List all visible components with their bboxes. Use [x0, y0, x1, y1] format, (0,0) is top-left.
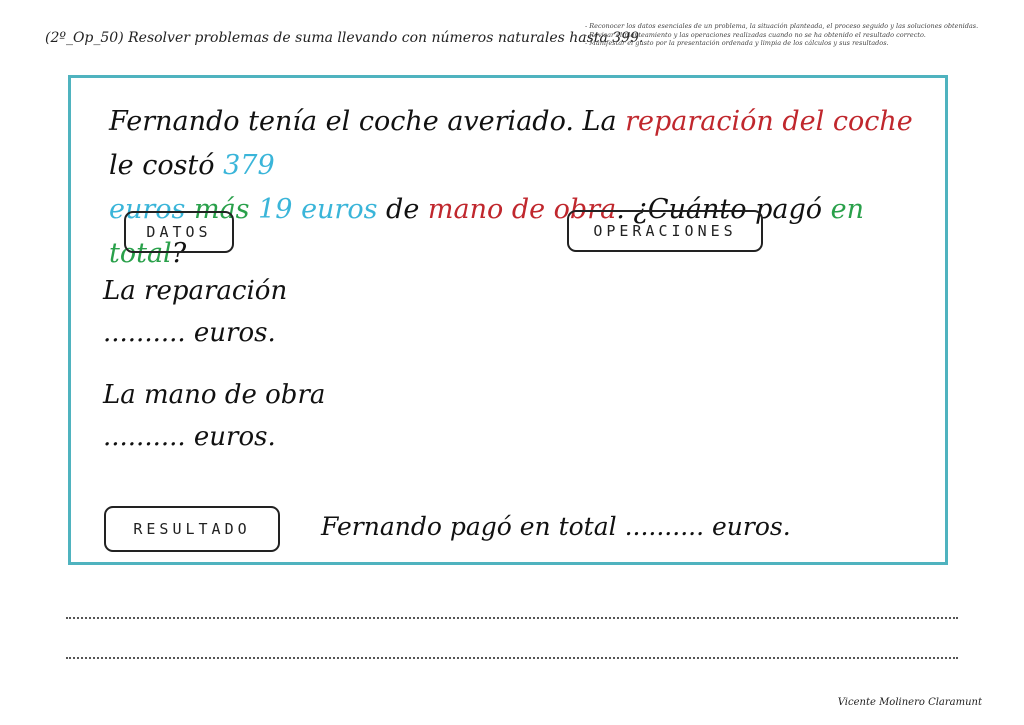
data-labor-blank: .......... euros. [103, 422, 276, 452]
statement-text: le costó [109, 150, 224, 181]
highlight-mas: más [185, 194, 259, 225]
resultado-label: RESULTADO [104, 506, 280, 552]
highlight-total: en total [109, 194, 864, 269]
highlight-euros: euros [109, 194, 186, 225]
highlight-amount-19: 19 euros [258, 194, 378, 225]
problem-card [68, 75, 948, 565]
statement-text: ? [171, 238, 187, 269]
data-labor-label: La mano de obra [103, 380, 326, 410]
highlight-repair: reparación del coche [625, 106, 913, 137]
objective-item: - Revisar el planteamiento y las operaciones realizadas cuando no se ha obtenido el resultado correcto. [585, 30, 926, 39]
data-repair-blank: .......... euros. [103, 318, 276, 348]
datos-label: DATOS [124, 211, 234, 253]
statement-text: Fernando tenía el coche averiado. La [109, 106, 626, 137]
answer-line [66, 657, 958, 659]
data-repair-label: La reparación [103, 276, 288, 306]
result-sentence: Fernando pagó en total .......... euros. [321, 512, 791, 541]
statement-text: de [377, 194, 428, 225]
objectives-list [585, 22, 1005, 48]
author-credit: Vicente Molinero Claramunt [837, 697, 982, 708]
highlight-labor: mano de obra [427, 194, 617, 225]
statement-text: . ¿Cuánto pagó [616, 194, 831, 225]
worksheet-title: (2º_Op_50) Resolver problemas de suma llevando con números naturales hasta 399. [45, 30, 644, 46]
highlight-amount-379: 379 [223, 150, 275, 181]
objective-item: - Reconocer los datos esenciales de un problema, la situación planteada, el proceso seguido y las soluciones obtenidas. [585, 22, 979, 30]
operaciones-label: OPERACIONES [567, 210, 763, 252]
answer-line [66, 617, 958, 619]
objective-item: - Manifestar el gusto por la presentación ordenada y limpia de los cálculos y sus resultados. [585, 39, 889, 47]
